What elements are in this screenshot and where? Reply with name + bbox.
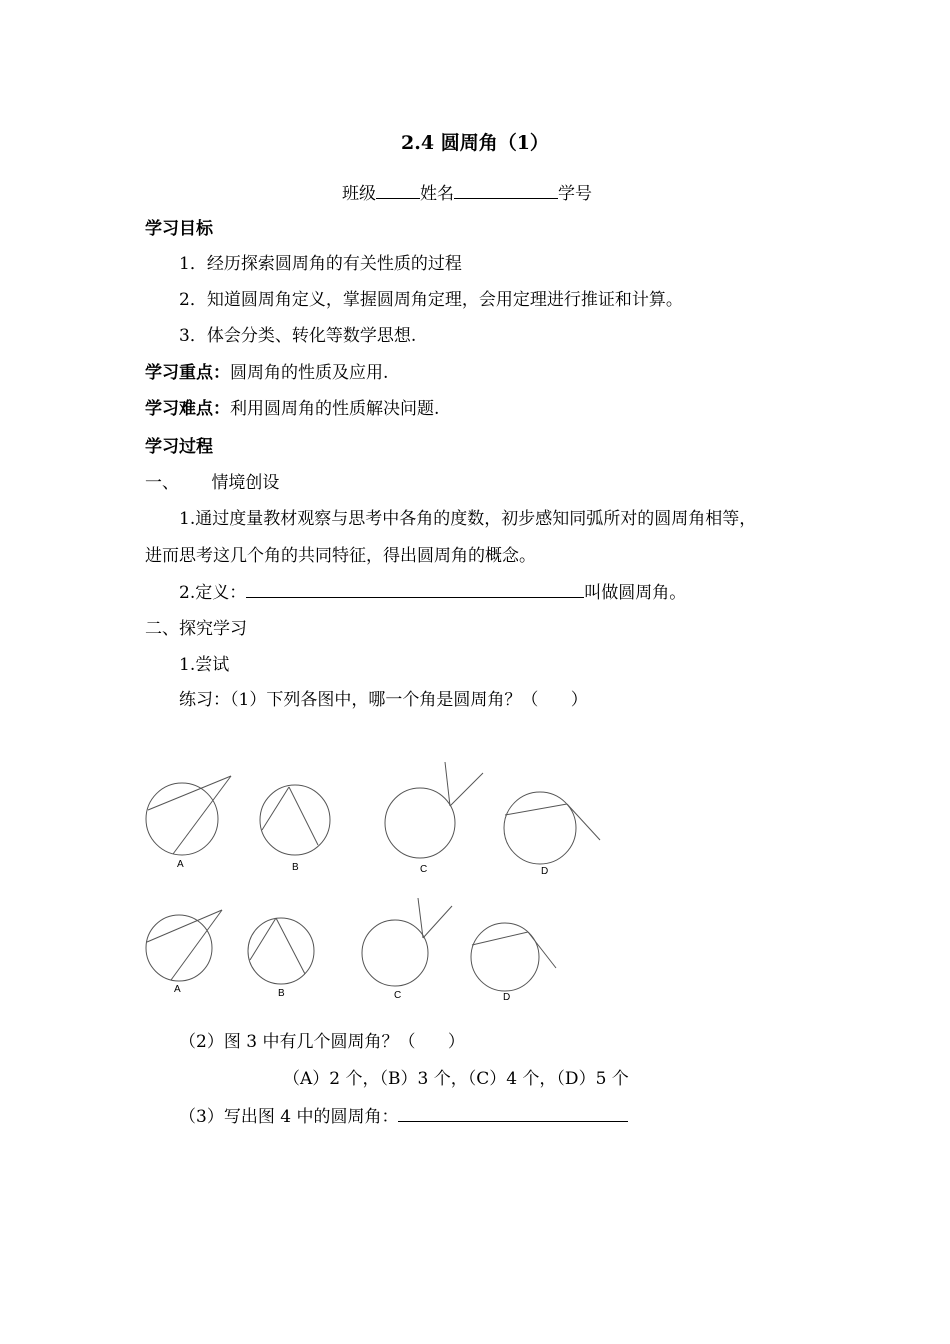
figure-circle <box>146 915 212 981</box>
figure-circle <box>146 783 218 855</box>
figure-line <box>423 906 452 938</box>
figure-label: A <box>174 984 181 995</box>
figure-label: D <box>541 866 549 877</box>
exercise-3-prompt: （3）写出图 4 中的圆周角： <box>179 1107 399 1127</box>
figure-row1-a <box>146 776 231 870</box>
figure-row1-b <box>260 785 330 873</box>
definition-prefix: 2.定义： <box>179 583 247 603</box>
key-point-text: 圆周角的性质及应用. <box>230 363 389 383</box>
figure-line <box>276 918 305 974</box>
objective-item-2: 2．知道圆周角定义，掌握圆周角定理，会用定理进行推证和计算。 <box>179 290 683 310</box>
figure-circle <box>260 785 330 855</box>
exercise-3-blank[interactable] <box>398 1105 628 1122</box>
page-title: 2.4 圆周角（1） <box>401 132 549 154</box>
figure-line <box>528 932 556 968</box>
objectives-heading: 学习目标 <box>145 219 213 239</box>
figure-row2-c <box>362 898 452 1001</box>
id-label: 学号 <box>558 184 592 204</box>
figure-row1-c <box>385 762 483 875</box>
figure-line <box>250 918 276 960</box>
definition-suffix: 叫做圆周角。 <box>584 583 687 603</box>
figure-circle <box>362 920 428 986</box>
figure-line <box>567 804 600 840</box>
figure-label: C <box>420 864 428 875</box>
figure-row2-a <box>146 910 222 995</box>
figure-circle <box>504 792 576 864</box>
objective-item-3: 3．体会分类、转化等数学思想. <box>179 326 417 346</box>
section2-sub1: 1.尝试 <box>179 655 230 675</box>
figure-label: B <box>292 862 299 873</box>
figure-circle <box>385 788 455 858</box>
figure-label: B <box>278 988 285 999</box>
objective-item-1: 1．经历探索圆周角的有关性质的过程 <box>179 254 462 274</box>
key-point-label: 学习重点： <box>145 363 230 383</box>
figure-row2-b <box>248 918 314 999</box>
class-label: 班级 <box>342 184 376 204</box>
figure-line <box>289 787 318 845</box>
figure-label: D <box>503 992 511 1003</box>
section1-paragraph-line2: 进而思考这几个角的共同特征，得出圆周角的概念。 <box>145 546 536 566</box>
process-heading: 学习过程 <box>145 437 213 457</box>
figure-label: C <box>394 990 402 1001</box>
figure-line <box>450 773 483 806</box>
exercise-1: 练习：（1）下列各图中，哪一个角是圆周角？（ ） <box>179 690 588 710</box>
difficulty-text: 利用圆周角的性质解决问题. <box>230 399 440 419</box>
name-label: 姓名 <box>420 184 454 204</box>
figure-row2-d <box>471 923 556 1003</box>
difficulty-label: 学习难点： <box>145 399 230 419</box>
figure-line <box>505 804 567 815</box>
figure-line <box>262 787 289 830</box>
section1-title: 一、 情境创设 <box>145 473 280 493</box>
exercise-2-options: （A）2 个，（B）3 个，（C）4 个，（D）5 个 <box>283 1069 629 1089</box>
exercise-2: （2）图 3 中有几个圆周角？（ ） <box>179 1032 465 1052</box>
exercise-3-line <box>179 1105 628 1128</box>
figure-row1-d <box>504 792 600 877</box>
section2-title: 二、探究学习 <box>145 619 247 639</box>
section1-paragraph-line1: 1.通过度量教材观察与思考中各角的度数，初步感知同弧所对的圆周角相等， <box>179 509 757 529</box>
figure-label: A <box>177 859 184 870</box>
